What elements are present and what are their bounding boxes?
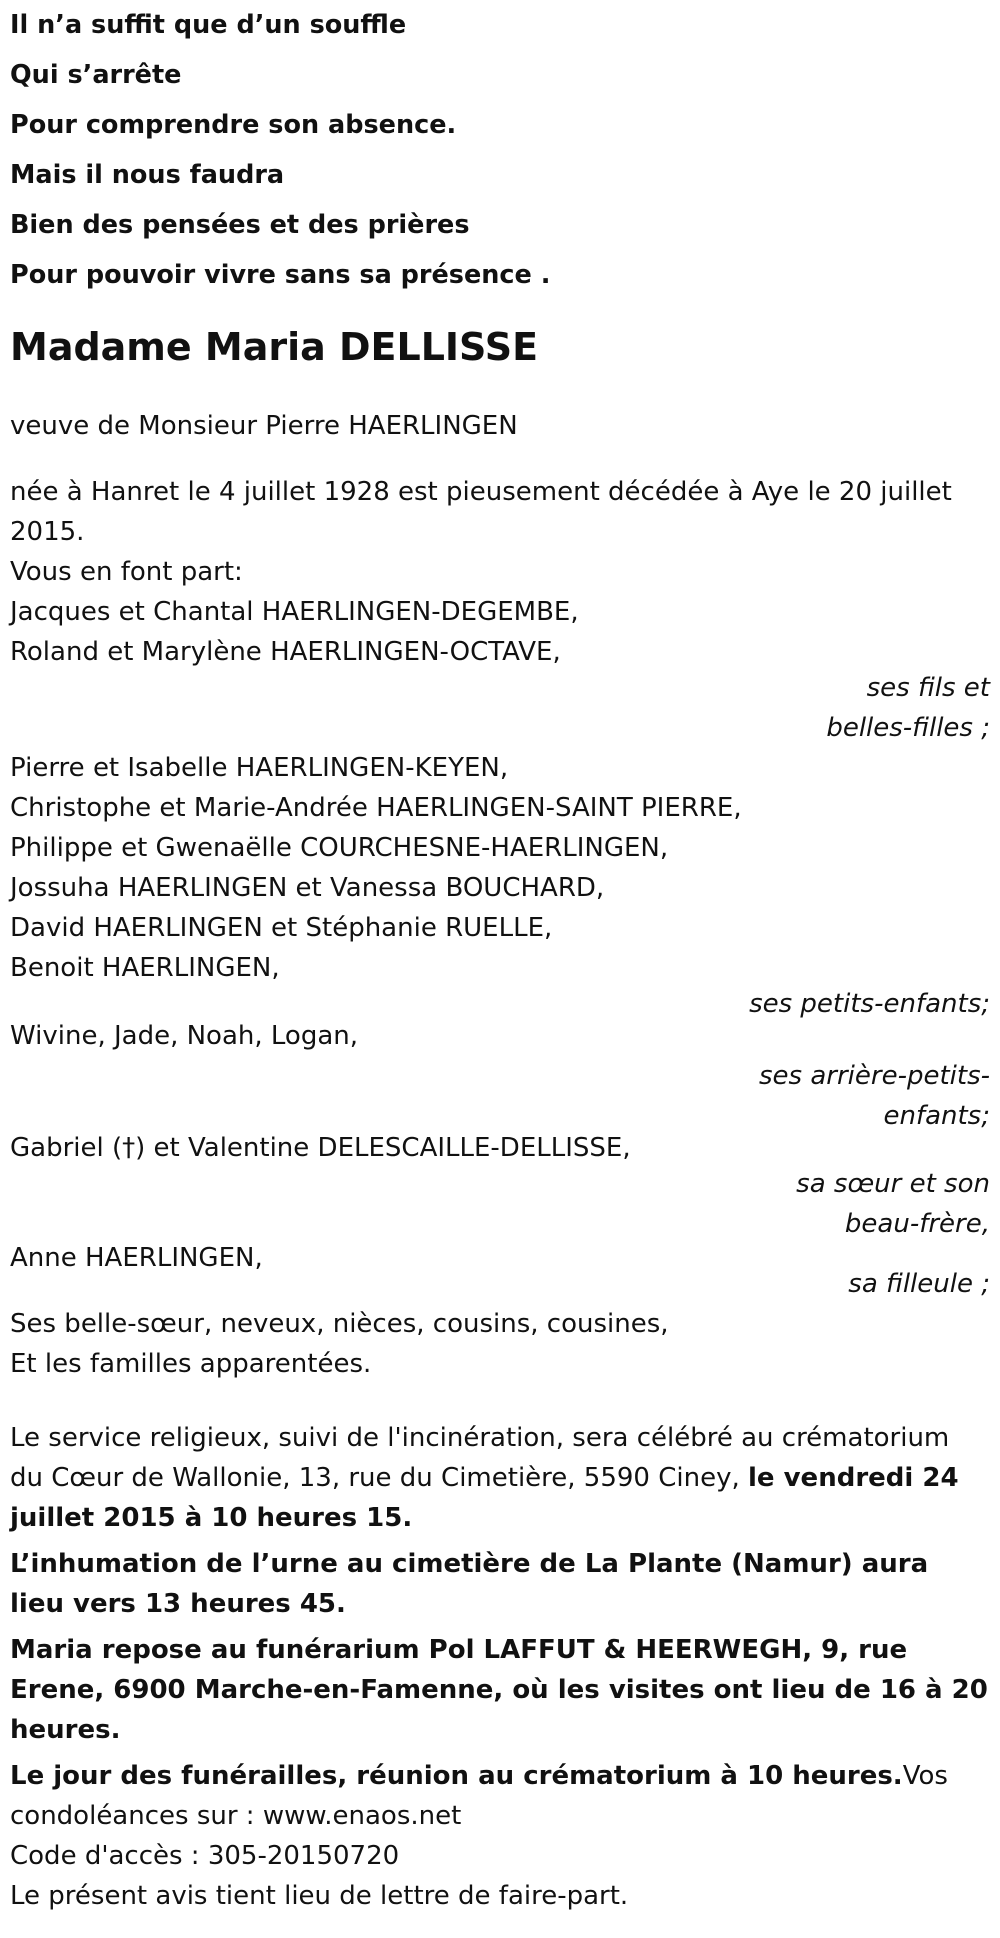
family-line: Pierre et Isabelle HAERLINGEN-KEYEN, <box>10 753 509 783</box>
closing-note: Le présent avis tient lieu de lettre de faire-part. <box>10 1881 629 1911</box>
service-date: le vendredi 24 juillet 2015 à 10 heures 15. <box>10 1463 959 1533</box>
family-line: Jossuha HAERLINGEN et Vanessa BOUCHARD, <box>10 873 605 903</box>
deceased-name: Madame Maria DELLISSE <box>10 325 539 369</box>
access-code: Code d'accès : 305-20150720 <box>10 1841 400 1871</box>
relation-great-grandchildren: ses arrière-petits-enfants; <box>759 1061 990 1131</box>
family-line: Benoit HAERLINGEN, <box>10 953 280 983</box>
relation-children: ses fils et belles-filles ; <box>826 673 990 743</box>
poem <box>10 0 990 300</box>
condolences-text: Vos condoléances sur : www.enaos.net <box>10 1761 948 1831</box>
relation-goddaughter: sa filleule ; <box>848 1269 990 1299</box>
children-group <box>10 592 990 672</box>
family-line: Wivine, Jade, Noah, Logan, <box>10 1021 359 1051</box>
sister-group <box>10 1128 990 1168</box>
announce: Vous en font part: <box>10 557 243 587</box>
family-line: David HAERLINGEN et Stéphanie RUELLE, <box>10 913 553 943</box>
meeting-text: Le jour des funérailles, réunion au crématorium à 10 heures. <box>10 1761 903 1791</box>
widow-of: veuve de Monsieur Pierre HAERLINGEN <box>10 411 518 441</box>
poem-line: Mais il nous faudra <box>10 160 285 190</box>
family-line: Christophe et Marie-Andrée HAERLINGEN-SAINT PIERRE, <box>10 793 742 823</box>
relation-grandchildren: ses petits-enfants; <box>749 989 990 1019</box>
family-others <box>10 1304 990 1384</box>
service-text: Le service religieux, suivi de l'incinération, sera célébré au crématorium du Cœur de Wallonie, 13, rue du Cimetière, 5590 Ciney, <box>10 1423 950 1493</box>
poem-line: Qui s’arrête <box>10 60 182 90</box>
grandchildren-group <box>10 748 990 988</box>
poem-line: Il n’a suffit que d’un souffle <box>10 10 407 40</box>
service-info <box>10 1418 990 1538</box>
inhumation-info: L’inhumation de l’urne au cimetière de La Plante (Namur) aura lieu vers 13 heures 45. <box>10 1549 929 1619</box>
family-line: Anne HAERLINGEN, <box>10 1243 263 1273</box>
family-line: Et les familles apparentées. <box>10 1349 372 1379</box>
family-line: Gabriel (†) et Valentine DELESCAILLE-DELLISSE, <box>10 1133 631 1163</box>
family-line: Roland et Marylène HAERLINGEN-OCTAVE, <box>10 637 561 667</box>
poem-line: Bien des pensées et des prières <box>10 210 470 240</box>
birth-death: née à Hanret le 4 juillet 1928 est pieusement décédée à Aye le 20 juillet 2015. <box>10 477 952 547</box>
family-line: Philippe et Gwenaëlle COURCHESNE-HAERLINGEN, <box>10 833 669 863</box>
poem-line: Pour comprendre son absence. <box>10 110 457 140</box>
meeting-info <box>10 1756 990 1836</box>
family-line: Jacques et Chantal HAERLINGEN-DEGEMBE, <box>10 597 579 627</box>
family-line: Ses belle-sœur, neveux, nièces, cousins, cousines, <box>10 1309 669 1339</box>
relation-sister: sa sœur et son beau-frère, <box>796 1169 990 1239</box>
funerarium-info: Maria repose au funérarium Pol LAFFUT & HEERWEGH, 9, rue Erene, 6900 Marche-en-Famenne, où les visites ont lieu de 16 à 20 heures. <box>10 1635 988 1745</box>
poem-line: Pour pouvoir vivre sans sa présence . <box>10 260 551 290</box>
